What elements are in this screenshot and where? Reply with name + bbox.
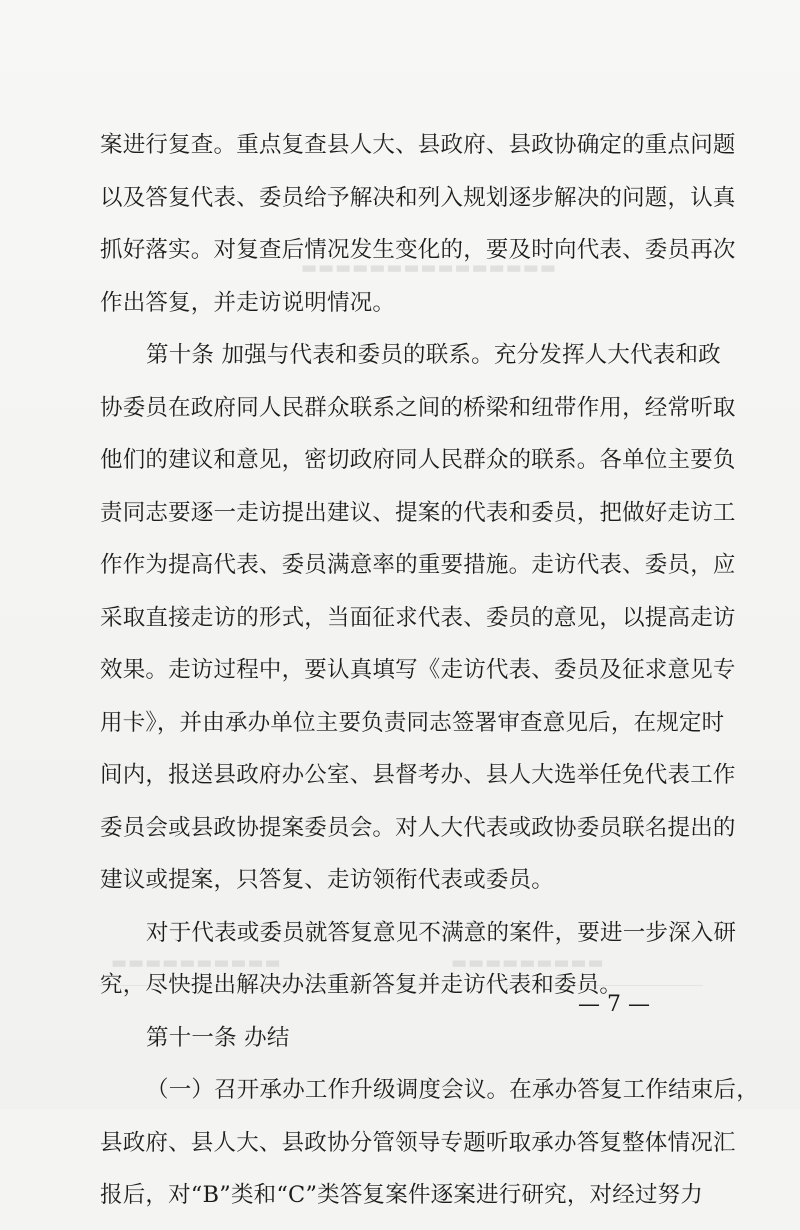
text-line: 案进行复查。重点复查县人大、县政府、县政协确定的重点问题 [100, 132, 736, 158]
text-line: 效果。走访过程中，要认真填写《走访代表、委员及征求意见专 [100, 657, 736, 683]
text-line: 对于代表或委员就答复意见不满意的案件，要进一步深入研 [146, 919, 737, 946]
bleed-through-mark: ▬▬▬▬▬▬▬▬▬▬▬▬▬▬▬ [300, 258, 556, 278]
text-line: 县政府、县人大、县政协分管领导专题听取承办答复整体情况汇 [100, 1129, 736, 1156]
bleed-through-mark: ▬▬▬▬▬▬▬▬▬▬ [110, 953, 281, 973]
text-line: 建议或提案，只答复、走访领衔代表或委员。 [100, 867, 555, 893]
text-line: 报后，对“B”类和“C”类答复案件逐案进行研究，对经过努力 [100, 1182, 704, 1208]
text-line: 协委员在政府同人民群众联系之间的桥梁和纽带作用，经常听取 [100, 394, 736, 421]
text-line: 责同志要逐一走访提出建议、提案的代表和委员，把做好走访工 [100, 499, 736, 526]
text-line: 委员会或县政协提案委员会。对人大代表或政协委员联名提出的 [100, 814, 736, 841]
text-line: （一）召开承办工作升级调度会议。在承办答复工作结束后， [146, 1077, 759, 1103]
text-line: 作出答复，并走访说明情况。 [100, 289, 396, 316]
text-line: 究，尽快提出解决办法重新答复并走访代表和委员。 [100, 972, 623, 998]
bleed-through-mark: ▬▬▬▬▬▬▬▬▬ [450, 953, 604, 973]
article-10-heading-line: 第十条 加强与代表和委员的联系。充分发挥人大代表和政 [146, 342, 721, 368]
text-line: 抓好落实。对复查后情况发生变化的，要及时向代表、委员再次 [100, 237, 736, 263]
text-line: 作作为提高代表、委员满意率的重要措施。走访代表、委员，应 [100, 552, 736, 578]
text-line: 他们的建议和意见，密切政府同人民群众的联系。各单位主要负 [100, 447, 736, 473]
article-11-heading: 第十一条 办结 [146, 1024, 290, 1051]
text-line: 间内，报送县政府办公室、县督考办、县人大选举任免代表工作 [100, 762, 736, 788]
page-number: — 7 — [578, 992, 650, 1017]
document-body [100, 127, 759, 1230]
text-line: 以及答复代表、委员给予解决和列入规划逐步解决的问题，认真 [100, 184, 736, 211]
text-line: 用卡》，并由承办单位主要负责同志签署审查意见后，在规定时 [100, 709, 725, 736]
text-line: 采取直接走访的形式，当面征求代表、委员的意见，以提高走访 [100, 604, 736, 631]
